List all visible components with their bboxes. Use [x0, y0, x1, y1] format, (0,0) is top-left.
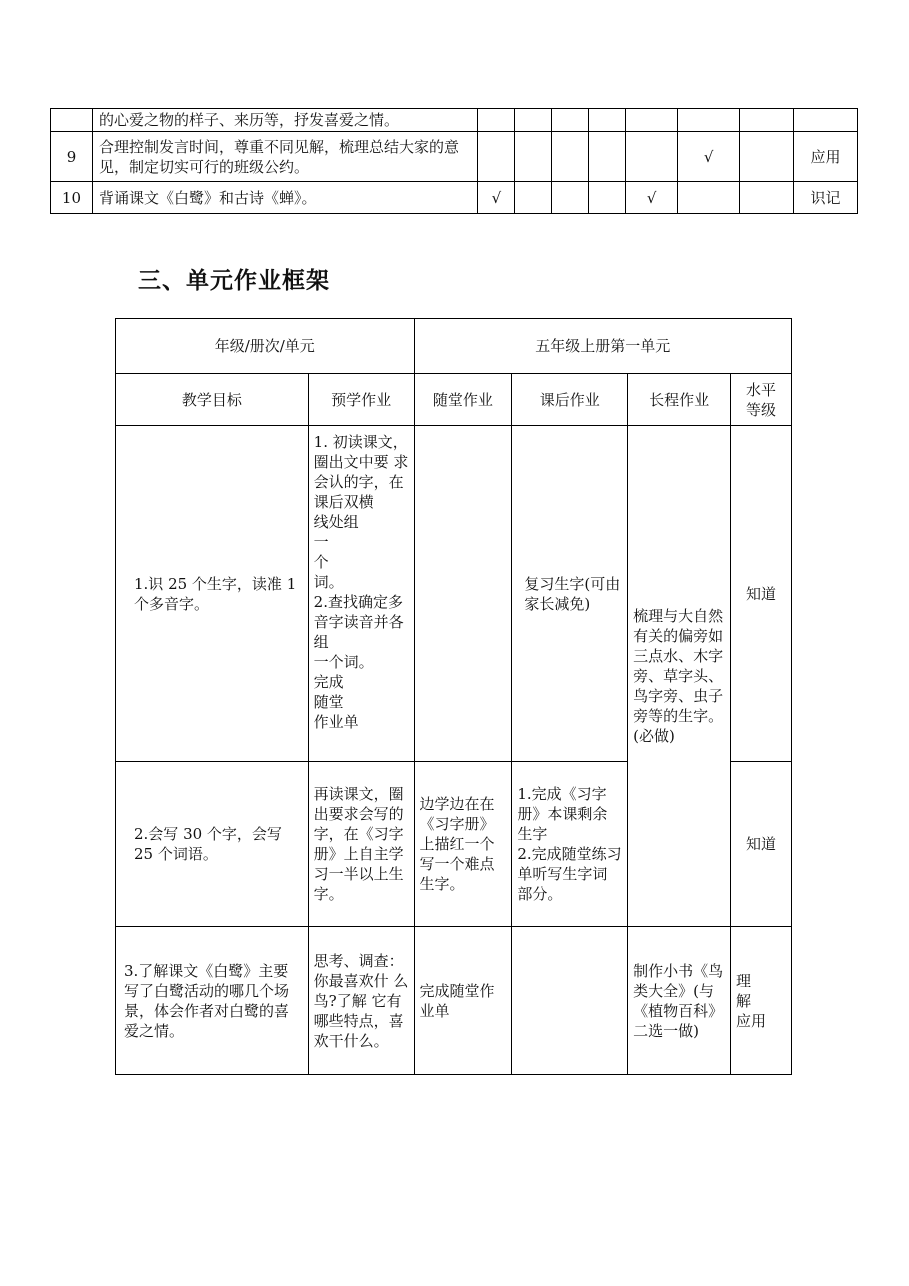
check-mark: √: [626, 182, 678, 214]
level-cell: 理 解 应用: [731, 927, 792, 1075]
goal-cell: 1.识 25 个生字，读准 1 个多音字。: [116, 426, 309, 762]
table-row: [51, 182, 858, 214]
goal-cell: 2.会写 30 个字，会写 25 个词语。: [116, 762, 309, 927]
grade-value: 五年级上册第一单元: [414, 319, 792, 374]
inclass-cell: 边学边在在《习字册》上描红一个写一个难点生字。: [414, 762, 512, 927]
column-header: 课后作业: [512, 374, 628, 426]
table-row: [116, 426, 792, 762]
inclass-cell: [414, 426, 512, 762]
check-mark: √: [678, 132, 740, 182]
column-header: 水平等级: [731, 374, 792, 426]
after-class-cell: 1.完成《习字册》本课剩余生字 2.完成随堂练习单听写生字词部分。: [512, 762, 628, 927]
preview-cell: 思考、调查：你最喜欢什 么鸟?了解 它有哪些特点，喜欢干什么。: [308, 927, 414, 1075]
check-mark: √: [478, 182, 515, 214]
after-class-cell: [512, 927, 628, 1075]
objective-text: 背诵课文《白鹭》和古诗《蝉》。: [92, 182, 478, 214]
row-number: 9: [51, 132, 93, 182]
long-term-cell: 制作小书《鸟类大全》(与《植物百科》二选一做): [628, 927, 731, 1075]
table-row: [51, 109, 858, 132]
unit-homework-table: [115, 318, 792, 1075]
objective-text: 的心爱之物的样子、来历等，抒发喜爱之情。: [92, 109, 478, 132]
goal-cell: 3.了解课文《白鹭》主要写了白鹭活动的哪几个场景，体会作者对白鹭的喜爱之情。: [116, 927, 309, 1075]
long-term-cell: 梳理与大自然有关的偏旁如三点水、木字旁、草字头、鸟字旁、虫子旁等的生字。(必做): [628, 426, 731, 927]
level-label: 应用: [794, 132, 858, 182]
row-number: 10: [51, 182, 93, 214]
preview-cell: 1. 初读课文，圈出文中要 求会认的字，在课后双横 线处组 一 个 词。 2.查找确定多音字读音并各组 一个词。 完成 随堂 作业单: [308, 426, 414, 762]
table-row: [116, 927, 792, 1075]
table-row: [51, 132, 858, 182]
column-header: 随堂作业: [414, 374, 512, 426]
table-row: [116, 319, 792, 374]
section-heading: 三、单元作业框架: [138, 268, 330, 294]
level-cell: 知道: [731, 762, 792, 927]
column-header: 教学目标: [116, 374, 309, 426]
inclass-cell: 完成随堂作业单: [414, 927, 512, 1075]
level-label: 识记: [794, 182, 858, 214]
level-cell: 知道: [731, 426, 792, 762]
objectives-table: [50, 108, 858, 214]
after-class-cell: 复习生字(可由家长减免): [512, 426, 628, 762]
table-header-row: [116, 374, 792, 426]
column-header: 长程作业: [628, 374, 731, 426]
column-header: 预学作业: [308, 374, 414, 426]
grade-label: 年级/册次/单元: [116, 319, 415, 374]
objective-text: 合理控制发言时间，尊重不同见解，梳理总结大家的意见，制定切实可行的班级公约。: [92, 132, 478, 182]
preview-cell: 再读课文，圈出要求会写的字，在《习字册》上自主学习一半以上生字。: [308, 762, 414, 927]
